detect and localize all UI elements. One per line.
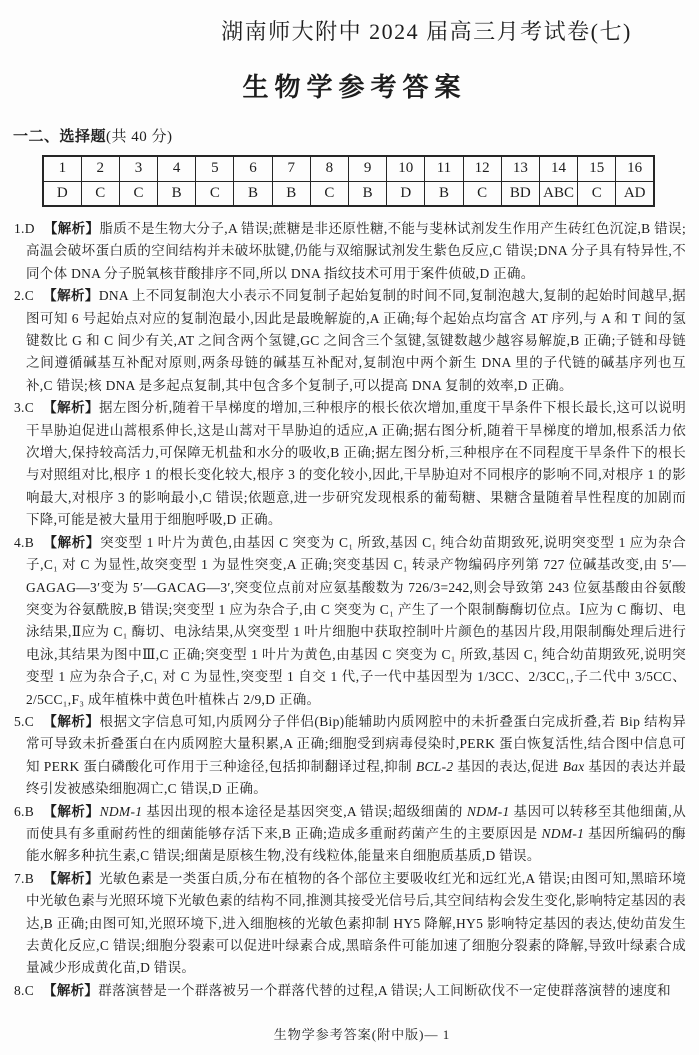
analysis-tag: 【解析】 [43, 713, 100, 729]
question-number-cell: 10 [387, 156, 425, 181]
page-title: 生物学参考答案 [242, 72, 467, 102]
analysis-tag: 【解析】 [43, 534, 101, 550]
answer-cell: C [196, 181, 234, 206]
analysis-tag: 【解析】 [43, 803, 100, 819]
explanation-item [14, 397, 686, 531]
analysis-tag: 【解析】 [43, 221, 100, 236]
question-number-cell: 4 [158, 156, 196, 181]
answer-cell: C [119, 181, 157, 206]
item-number-answer: 2.C [14, 288, 35, 304]
question-number-cell: 9 [349, 156, 387, 181]
answer-cell: B [425, 181, 463, 206]
question-number-row [43, 156, 654, 181]
explanation-item [14, 801, 686, 868]
question-number-cell: 16 [616, 156, 654, 181]
answer-cell: B [158, 181, 196, 206]
question-number-cell: 3 [119, 156, 157, 181]
analysis-text: NDM-1 基因出现的根本途径是基因突变,A 错误;超级细菌的 NDM-1 基因可以转移至其他细菌,从而使具有多重耐药性的细菌能够存活下来,B 正确;造成多重耐药菌产生的主要原因是 NDM-1 基因所编码的酶能水解多种抗生素,C 错误;细菌是原核生物,没有线粒体,能量来自细胞质基质,D 错误。 [26, 803, 687, 864]
answer-table [42, 155, 655, 207]
analysis-text: 群落演替是一个群落被另一个群落代替的过程,A 错误;人工间断砍伐不一定使群落演替的速度和 [98, 982, 671, 998]
item-number-answer: 6.B [14, 803, 35, 819]
question-number-cell: 6 [234, 156, 272, 181]
analysis-tag: 【解析】 [43, 400, 99, 416]
question-number-cell: 12 [463, 156, 501, 181]
answer-cell: AD [616, 181, 654, 206]
explanation-item [14, 868, 686, 980]
item-number-answer: 7.B [14, 870, 35, 886]
answer-cell: BD [501, 181, 539, 206]
item-number-answer: 8.C [14, 982, 35, 998]
question-number-cell: 15 [578, 156, 616, 181]
answer-cell: C [463, 181, 501, 206]
item-number-answer: 4.B [14, 534, 35, 550]
item-number-answer: 3.C [14, 400, 35, 416]
analysis-text: DNA 上不同复制泡大小表示不同复制子起始复制的时间不同,复制泡越大,复制的起始时间越早,据图可知 6 号起始点对应的复制泡最小,因此是最晚解旋的,A 正确;每个起始点均富含 AT 序列,与 A 和 T 间的氢键数比 G 和 C 间少有关,AT 之间含两个氢键,GC 之间含三个氢键,氢键数越少越容易解旋,B 正确;子链和母链之间遵循碱基互补配对原则,两条母链的碱基互补配对,复制泡中两个新生 DNA 里的子代链的碱基序列也互补,C 错误;核 DNA 是多起点复制,其中包含多个复制子,可以提高 DNA 复制的效率,D 正确。 [26, 288, 686, 393]
answer-cell: D [43, 181, 81, 206]
section-heading [13, 125, 699, 146]
explanation-item [14, 711, 686, 801]
answer-cell: B [272, 181, 310, 206]
answer-cell: B [349, 181, 387, 206]
question-number-cell: 8 [310, 156, 348, 181]
answer-cell: ABC [539, 181, 577, 206]
explanations-list [14, 218, 686, 1002]
question-number-cell: 7 [272, 156, 310, 181]
answer-row [43, 181, 654, 206]
section-heading-label: 一二、选择题 [13, 128, 107, 145]
question-number-cell: 2 [81, 156, 119, 181]
exam-title: 湖南师大附中 2024 届高三月考试卷(七) [221, 19, 632, 44]
explanation-item [14, 285, 686, 397]
item-number-answer: 5.C [14, 713, 35, 729]
answer-cell: D [387, 181, 425, 206]
analysis-text: 突变型 1 叶片为黄色,由基因 C 突变为 C₁ 所致,基因 C₁ 纯合幼苗期致死,说明突变型 1 应为杂合子,C₁ 对 C 为显性,故突变型 1 为显性突变,A 正确;突变基因 C₁ 转录产物编码序列第 727 位碱基改变,由 5′—GAGAG—3′变为 5′—GACAG—3′,突变位点前对应氨基酸数为 726/3=242,则会导致第 243 位氨基酸由谷氨酸突变为谷氨酰胺,B 错误;突变型 1 应为杂合子,由 C 突变为 C₁ 产生了一个限制酶酶切位点。Ⅰ应为 C 酶切、电泳结果,Ⅱ应为 C₁ 酶切、电泳结果,从突变型 1 叶片细胞中获取控制叶片颜色的基因片段,用限制酶处理后进行电泳,其结果为图中Ⅲ,C 正确;突变型 1 叶片为黄色,由基因 C 突变为 C₁ 所致,基因 C₁ 纯合幼苗期致死,说明突变型 1 应为杂合子,C₁ 对 C 为显性,突变型 1 自交 1 代,子一代中基因型为 1/3CC、2/3CC₁,子二代中 3/5CC、2/5CC₁,F₃ 成年植株中黄色叶植株占 2/9,D 正确。 [26, 534, 687, 707]
analysis-tag: 【解析】 [43, 870, 100, 886]
analysis-text: 脂质不是生物大分子,A 错误;蔗糖是非还原性糖,不能与斐林试剂发生作用产生砖红色沉淀,B 错误;高温会破坏蛋白质的空间结构并未破坏肽键,仍能与双缩脲试剂发生紫色反应,C 错误;DNA 分子具有特异性,不同个体 DNA 分子脱氧核苷酸排序不同,所以 DNA 指纹技术可用于案件侦破,D 正确。 [26, 221, 686, 281]
explanation-item [14, 218, 686, 285]
analysis-tag: 【解析】 [43, 288, 99, 304]
item-number-answer: 1.D [14, 221, 35, 236]
explanation-item [14, 532, 686, 711]
explanation-item [14, 980, 686, 1002]
question-number-cell: 5 [196, 156, 234, 181]
section-heading-score: (共 40 分) [106, 129, 173, 145]
answer-cell: B [234, 181, 272, 206]
question-number-cell: 11 [425, 156, 463, 181]
analysis-text: 根据文字信息可知,内质网分子伴侣(Bip)能辅助内质网腔中的未折叠蛋白完成折叠,若 Bip 结构异常可导致未折叠蛋白在内质网腔大量积累,A 正确;细胞受到病毒侵染时,PERK 蛋白恢复活性,结合图中信息可知 PERK 蛋白磷酸化可作用于三种途径,包括抑制翻译过程,抑制 BCL-2 基因的表达,促进 Bax 基因的表达并最终引发被感染细胞凋亡,C 错误,D 正确。 [26, 713, 686, 797]
question-number-cell: 13 [501, 156, 539, 181]
analysis-text: 光敏色素是一类蛋白质,分布在植物的各个部位主要吸收红光和远红光,A 错误;由图可知,黑暗环境中光敏色素与光照环境下光敏色素的结构不同,推测其接受光信号后,其空间结构会发生变化,影响特定基因的表达,B 正确;由图可知,光照环境下,进入细胞核的光敏色素抑制 HY5 降解,HY5 影响特定基因的表达,使幼苗发生去黄化反应,C 错误;细胞分裂素可以促进叶绿素合成,黑暗条件可能加速了细胞分裂素的降解,导致叶绿素合成量减少形成黄化苗,D 错误。 [26, 870, 687, 976]
analysis-tag: 【解析】 [43, 982, 99, 998]
page-footer: 生物学参考答案(附中版)— 1 [273, 1027, 451, 1042]
question-number-cell: 1 [43, 156, 81, 181]
question-number-cell: 14 [539, 156, 577, 181]
answer-cell: C [578, 181, 616, 206]
answer-cell: C [81, 181, 119, 206]
answer-cell: C [310, 181, 348, 206]
analysis-text: 据左图分析,随着干旱梯度的增加,三种根序的根长依次增加,重度干旱条件下根长最长,这可以说明干旱胁迫促进山蒿根系伸长,这是山蒿对干旱胁迫的适应,A 正确;据右图分析,随着干旱梯度的增加,根系活力依次增大,保持较高活力,可保障无机盐和水分的吸收,B 正确;据左图分析,三种根序在不同程度干旱条件下的根长与对照组对比,根序 1 的根长变化较大,根序 3 的变化较小,因此,干旱胁迫对不同根序的影响不同,对根序 1 的影响最大,对根序 3 的影响最小,C 错误;依题意,进一步研究发现根系的葡萄糖、果糖含量随着旱性程度的加剧而下降,可能是被大量用于细胞呼吸,D 正确。 [26, 400, 687, 528]
